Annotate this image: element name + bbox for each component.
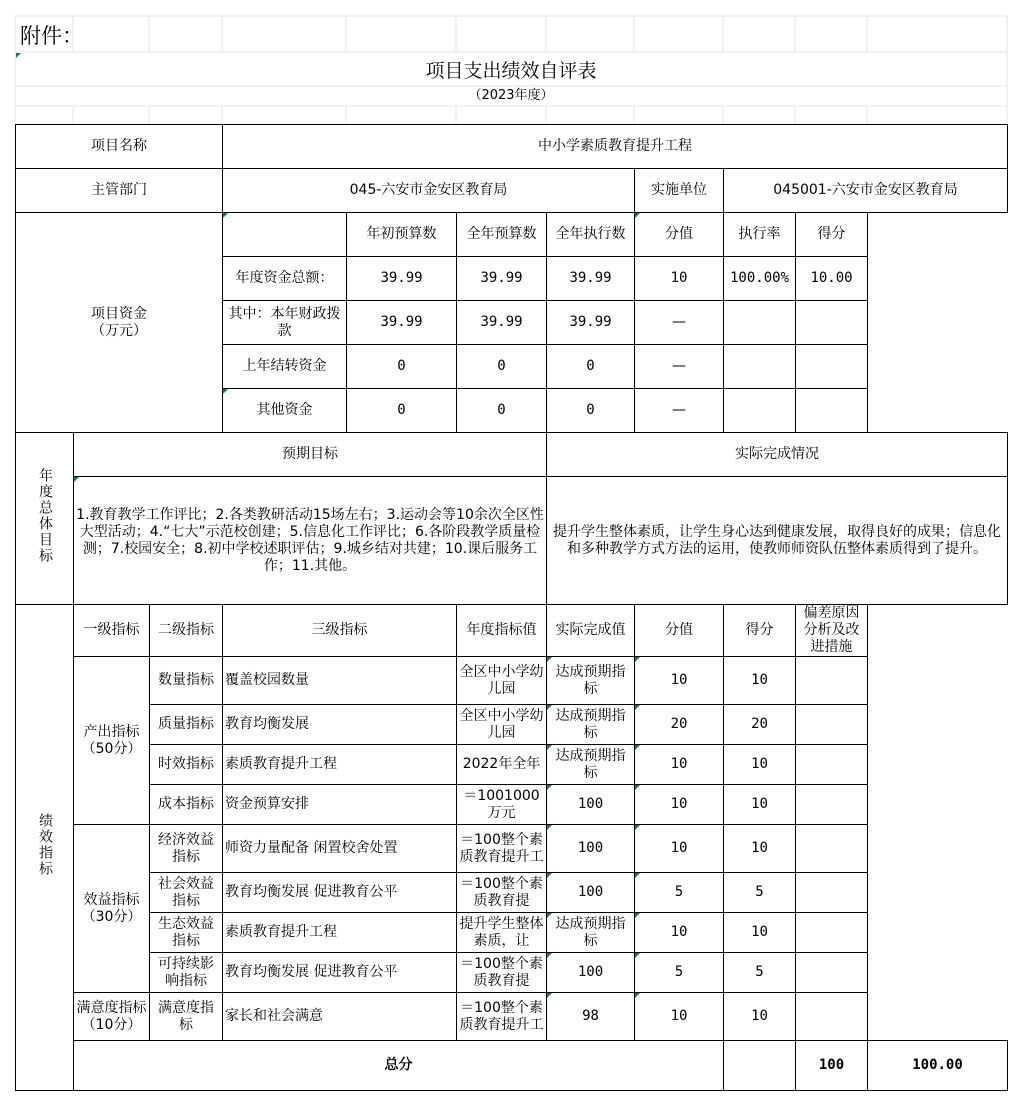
- indicator-level3: 素质教育提升工程: [223, 913, 457, 953]
- indicator-score-value: [635, 785, 724, 825]
- funds-row-label-text: 其他资金: [256, 402, 313, 418]
- indicator-col-score-value: 分值: [635, 605, 724, 657]
- department-row: [16, 169, 1008, 213]
- indicator-score-value-text: 10: [670, 924, 688, 940]
- indicator-actual: [547, 873, 635, 913]
- funds-row-label: 上年结转资金: [223, 345, 347, 389]
- funds-executed: 0: [547, 389, 635, 433]
- funds-rate: [724, 345, 796, 389]
- indicator-group-benefit-text: 效益指标 （30分）: [81, 891, 142, 925]
- indicator-col-actual: 实际完成值: [547, 605, 635, 657]
- page-year: （2023年度）: [468, 88, 554, 103]
- indicator-group-output-text: 产出指标 （50分）: [81, 723, 142, 757]
- total-score-value: 100: [796, 1041, 868, 1091]
- indicator-group-output: [74, 657, 150, 825]
- indicator-level2: 经济效益指标: [150, 825, 223, 873]
- indicator-actual-text: 100: [577, 840, 604, 856]
- indicator-score: 20: [724, 705, 796, 745]
- indicator-level3: 教育均衡发展 促进教育公平: [223, 873, 457, 913]
- dept-label: 主管部门: [16, 169, 223, 213]
- indicator-row: [16, 785, 1008, 825]
- goals-label-text: 年度总体目标: [37, 468, 53, 564]
- goals-actual-text: 提升学生整体素质，让学生身心达到健康发展，取得良好的成果；信息化和多种教学方式方法的运用，使教师师资队伍整体素质得到了提升。: [547, 477, 1008, 605]
- indicators-label: [16, 605, 74, 1091]
- indicator-target: [457, 705, 547, 745]
- indicator-level3: 覆盖校园数量: [223, 657, 457, 705]
- total-score: 100.00: [868, 1041, 1008, 1091]
- indicator-row: [16, 825, 1008, 873]
- indicator-actual: [547, 705, 635, 745]
- indicator-actual: [547, 825, 635, 873]
- funds-initial: 39.99: [347, 301, 457, 345]
- indicator-actual-text: 达成预期指标: [555, 915, 626, 949]
- indicator-group-satisfaction: 满意度指标（10分）: [74, 993, 150, 1041]
- indicators-label-text: 绩效指标: [37, 813, 53, 877]
- funds-annual: 0: [457, 345, 547, 389]
- indicator-actual-text: 达成预期指标: [555, 707, 626, 741]
- funds-col-annual: 全年预算数: [457, 213, 547, 257]
- funds-score-value: —: [635, 301, 724, 345]
- funds-header-row: [16, 213, 1008, 257]
- goals-actual-header: 实际完成情况: [547, 433, 1008, 477]
- indicator-group-benefit: [74, 825, 150, 993]
- indicator-target: [457, 873, 547, 913]
- indicator-target: [457, 785, 547, 825]
- indicator-actual-text: 98: [582, 1008, 599, 1024]
- indicator-actual: [547, 745, 635, 785]
- indicator-score: 5: [724, 873, 796, 913]
- funds-score-value: —: [635, 345, 724, 389]
- indicator-level3: 家长和社会满意: [223, 993, 457, 1041]
- goals-header-row: [16, 433, 1008, 477]
- indicator-target-text: ＝100整个素质教育提: [460, 955, 543, 989]
- funds-col-score-value-text: 分值: [665, 226, 694, 242]
- indicator-level2: 可持续影响指标: [150, 953, 223, 993]
- indicator-level2: 满意度指标: [150, 993, 223, 1041]
- indicator-header-row: [16, 605, 1008, 657]
- evaluation-table: [15, 124, 1008, 1091]
- indicator-score-value-text: 10: [670, 840, 688, 856]
- funds-header-blank: [223, 213, 347, 257]
- indicator-deviation: [796, 825, 868, 873]
- indicator-score-value: [635, 913, 724, 953]
- indicator-deviation: [796, 873, 868, 913]
- project-name-label: 项目名称: [16, 125, 223, 169]
- indicator-row: [16, 705, 1008, 745]
- funds-rate: 100.00%: [724, 257, 796, 301]
- total-blank: [724, 1041, 796, 1091]
- indicator-score-value: [635, 825, 724, 873]
- funds-score: [796, 301, 868, 345]
- dept-value: 045-六安市金安区教育局: [223, 169, 635, 213]
- funds-executed: 39.99: [547, 257, 635, 301]
- indicator-actual-text: 达成预期指标: [555, 663, 626, 697]
- goals-content-row: [16, 477, 1008, 605]
- indicator-target-text: 2022年全年: [462, 756, 541, 772]
- funds-initial: 0: [347, 389, 457, 433]
- indicator-target-text: ＝100整个素质教育提升工: [459, 831, 544, 865]
- goals-label: [16, 433, 74, 605]
- indicator-row: [16, 993, 1008, 1041]
- funds-label-text: 项目资金 （万元）: [91, 305, 147, 339]
- funds-rate: [724, 301, 796, 345]
- indicator-level2: 成本指标: [150, 785, 223, 825]
- indicator-score: 5: [724, 953, 796, 993]
- indicator-level2: 时效指标: [150, 745, 223, 785]
- page-title: 项目支出绩效自评表: [425, 60, 597, 82]
- indicator-level2: 生态效益指标: [150, 913, 223, 953]
- indicator-level2: 质量指标: [150, 705, 223, 745]
- funds-score-value: —: [635, 389, 724, 433]
- funds-score: 10.00: [796, 257, 868, 301]
- indicator-score-value-text: 10: [670, 756, 688, 772]
- indicator-col-deviation: 偏差原因分析及改进措施: [796, 605, 868, 657]
- funds-col-score-value: [635, 213, 724, 257]
- indicator-deviation: [796, 993, 868, 1041]
- indicator-col-target: 年度指标值: [457, 605, 547, 657]
- indicator-score-value: [635, 993, 724, 1041]
- funds-annual: 39.99: [457, 257, 547, 301]
- indicator-target-text: ＝1001000万元: [463, 787, 540, 821]
- unit-label: 实施单位: [635, 169, 724, 213]
- indicator-target-text: 全区中小学幼儿园: [459, 663, 544, 697]
- indicator-level3: 师资力量配备 闲置校舍处置: [223, 825, 457, 873]
- indicator-score-value-text: 10: [670, 1008, 688, 1024]
- goals-expected-header: 预期目标: [74, 433, 547, 477]
- indicator-deviation: [796, 745, 868, 785]
- indicator-deviation: [796, 785, 868, 825]
- indicator-col-level3: 三级指标: [223, 605, 457, 657]
- indicator-score-value: [635, 705, 724, 745]
- indicator-actual-text: 100: [577, 964, 604, 980]
- funds-rate: [724, 389, 796, 433]
- indicator-score-value-text: 10: [670, 672, 688, 688]
- indicator-target-text: 全区中小学幼儿园: [459, 707, 544, 741]
- indicator-score-value: [635, 745, 724, 785]
- total-label: 总分: [74, 1041, 724, 1091]
- indicator-level2: 数量指标: [150, 657, 223, 705]
- indicator-actual-text: 达成预期指标: [555, 747, 626, 781]
- indicator-score-value: [635, 953, 724, 993]
- indicator-target: [457, 825, 547, 873]
- unit-value: 045001-六安市金安区教育局: [724, 169, 1008, 213]
- indicator-actual-text: 100: [577, 884, 604, 900]
- indicator-target: [457, 993, 547, 1041]
- funds-row-label: [223, 389, 347, 433]
- funds-executed: 39.99: [547, 301, 635, 345]
- indicator-actual: [547, 993, 635, 1041]
- funds-initial: 39.99: [347, 257, 457, 301]
- funds-row-label: 年度资金总额：: [223, 257, 347, 301]
- indicator-actual: [547, 953, 635, 993]
- funds-score: [796, 389, 868, 433]
- indicator-row: [16, 657, 1008, 705]
- project-name-row: [16, 125, 1008, 169]
- funds-col-rate: 执行率: [724, 213, 796, 257]
- indicator-score: 10: [724, 657, 796, 705]
- indicator-col-level2: 二级指标: [150, 605, 223, 657]
- indicator-score: 10: [724, 785, 796, 825]
- funds-label: [16, 213, 223, 433]
- indicator-level3: 教育均衡发展 促进教育公平: [223, 953, 457, 993]
- indicator-deviation: [796, 657, 868, 705]
- indicator-score: 10: [724, 913, 796, 953]
- indicator-target-text: 提升学生整体素质，让: [459, 915, 544, 949]
- indicator-score-value-text: 5: [674, 884, 684, 900]
- indicator-score-value: [635, 657, 724, 705]
- indicator-target: [457, 913, 547, 953]
- indicator-level3: 资金预算安排: [223, 785, 457, 825]
- indicator-target-text: ＝100整个素质教育提: [460, 875, 543, 909]
- indicator-level2: 社会效益指标: [150, 873, 223, 913]
- indicator-actual: [547, 785, 635, 825]
- funds-col-score: 得分: [796, 213, 868, 257]
- indicator-level3: 素质教育提升工程: [223, 745, 457, 785]
- indicator-deviation: [796, 705, 868, 745]
- funds-col-initial: 年初预算数: [347, 213, 457, 257]
- indicator-score-value-text: 20: [670, 716, 688, 732]
- indicator-actual: [547, 657, 635, 705]
- indicator-score: 10: [724, 825, 796, 873]
- indicator-target: [457, 657, 547, 705]
- indicator-target: [457, 953, 547, 993]
- indicator-score-value-text: 10: [670, 796, 688, 812]
- funds-executed: 0: [547, 345, 635, 389]
- goals-expected-content: 1.教育教学工作评比；2.各类教研活动15场左右；3.运动会等10余次全区性大型活动；4.“七大”示范校创建；5.信息化工作评比；6.各阶段教学质量检测；7.校园安全；8.初中学校述职评估；9.城乡结对共建；10.课后服务工作；11.其他。: [76, 506, 544, 574]
- indicator-col-score: 得分: [724, 605, 796, 657]
- funds-annual: 0: [457, 389, 547, 433]
- project-name-value: 中小学素质教育提升工程: [223, 125, 1008, 169]
- funds-score-value: 10: [635, 257, 724, 301]
- indicator-score: 10: [724, 993, 796, 1041]
- attachment-label: 附件：: [20, 24, 83, 48]
- funds-col-executed: 全年执行数: [547, 213, 635, 257]
- indicator-deviation: [796, 953, 868, 993]
- funds-score: [796, 345, 868, 389]
- indicator-score: 10: [724, 745, 796, 785]
- funds-initial: 0: [347, 345, 457, 389]
- indicator-row: [16, 745, 1008, 785]
- indicator-target-text: ＝100整个素质教育提升工: [459, 999, 544, 1033]
- goals-expected-text: [74, 477, 547, 605]
- total-row: [16, 1041, 1008, 1091]
- indicator-row: [16, 873, 1008, 913]
- funds-row-label: 其中：本年财政拨款: [223, 301, 347, 345]
- indicator-actual-text: 100: [577, 796, 604, 812]
- indicator-col-level1: 一级指标: [74, 605, 150, 657]
- indicator-level3: 教育均衡发展: [223, 705, 457, 745]
- indicator-row: [16, 953, 1008, 993]
- indicator-target: [457, 745, 547, 785]
- funds-annual: 39.99: [457, 301, 547, 345]
- indicator-row: [16, 913, 1008, 953]
- indicator-deviation: [796, 913, 868, 953]
- indicator-actual: [547, 913, 635, 953]
- indicator-score-value: [635, 873, 724, 913]
- indicator-score-value-text: 5: [674, 964, 684, 980]
